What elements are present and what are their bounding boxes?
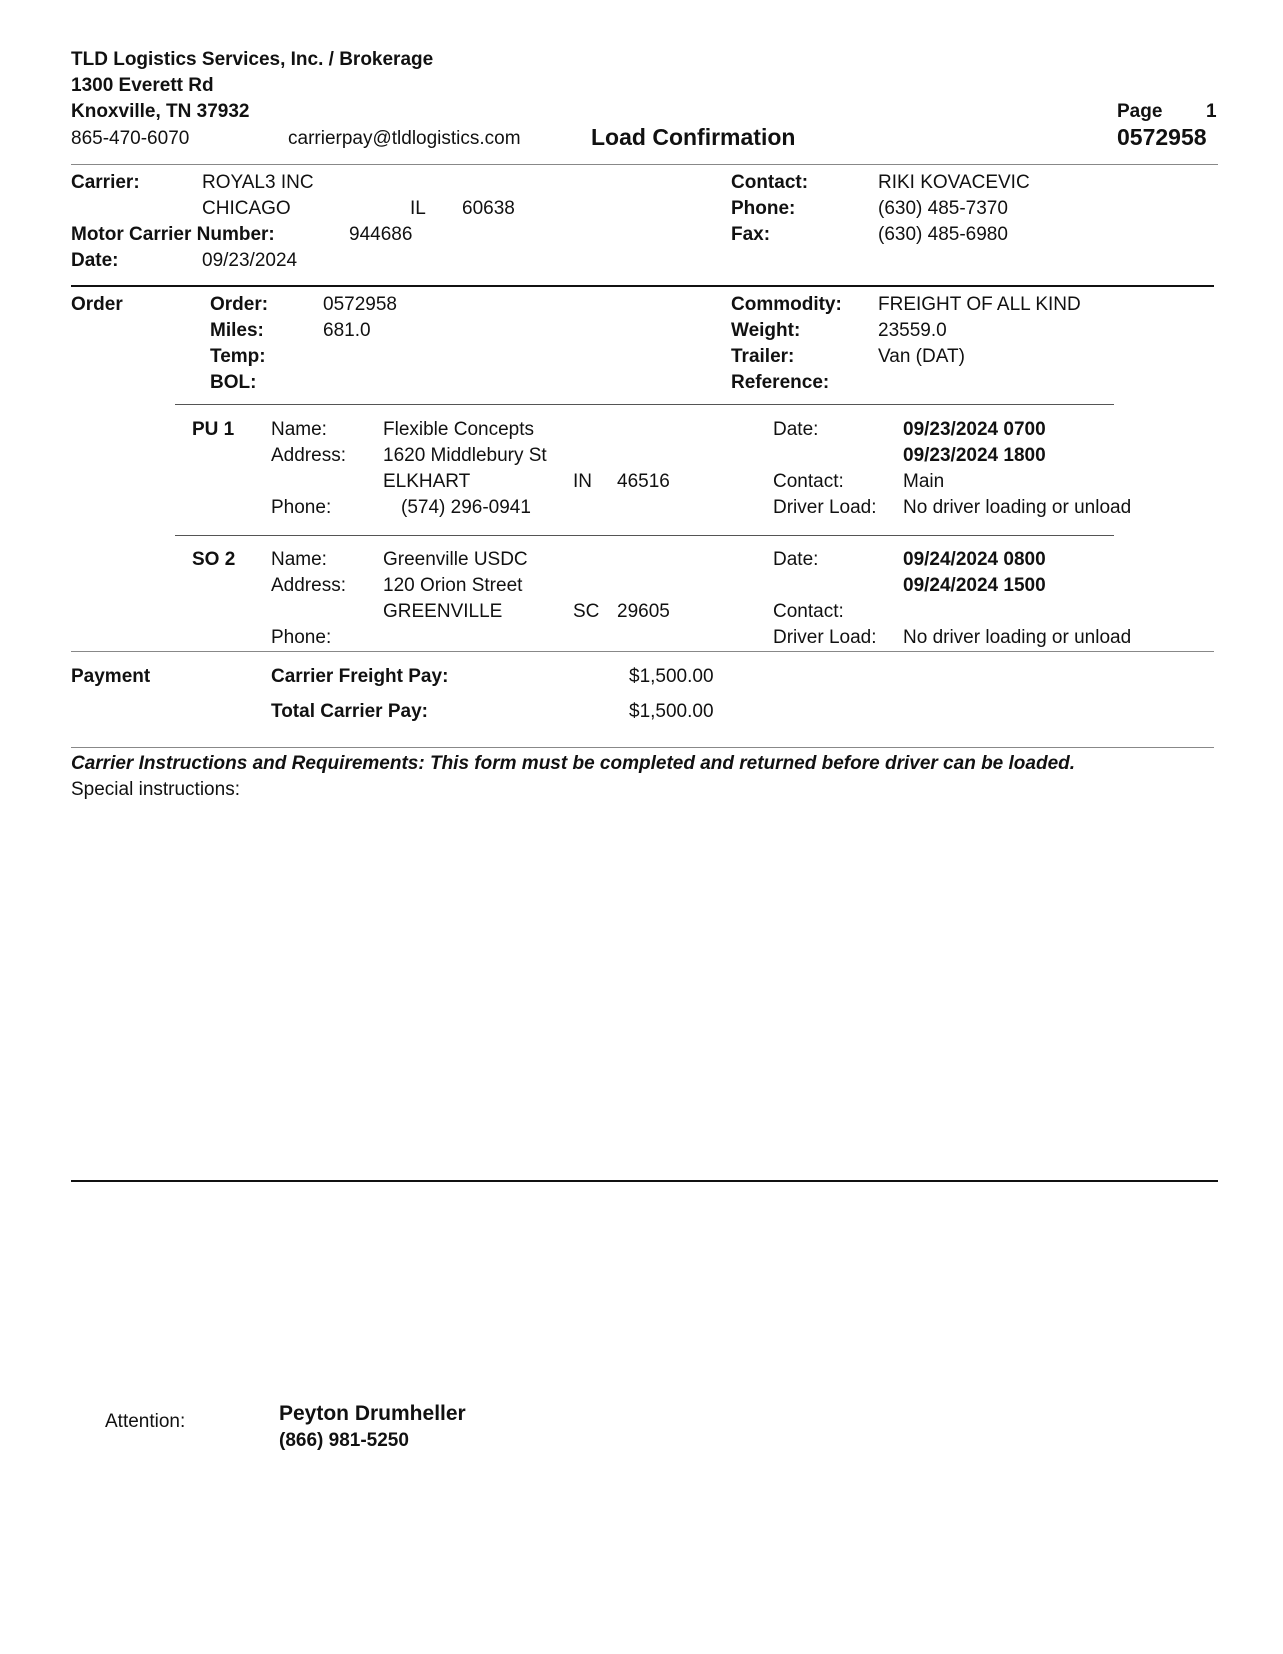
stop-driver-load: No driver loading or unload <box>903 627 1132 648</box>
stop-name: Greenville USDC <box>383 549 528 570</box>
trailer-value: Van (DAT) <box>878 346 965 367</box>
weight-label: Weight: <box>731 320 801 341</box>
stop-address-label: Address: <box>271 575 346 596</box>
carrier-instructions-heading: Carrier Instructions and Requirements: This form must be completed and returned before driver can be loaded. <box>71 753 1076 774</box>
date-label: Date: <box>71 250 119 271</box>
signature-line <box>71 1180 1218 1182</box>
reference-label: Reference: <box>731 372 830 393</box>
order-label: Order: <box>210 294 269 315</box>
attention-name: Peyton Drumheller <box>279 1402 466 1425</box>
divider <box>71 747 1214 748</box>
freight-pay-amount: $1,500.00 <box>629 666 714 687</box>
payment-section-label: Payment <box>71 666 151 687</box>
company-address-line1: 1300 Everett Rd <box>71 75 214 96</box>
stop-zip: 29605 <box>617 601 670 622</box>
carrier-label: Carrier: <box>71 172 140 193</box>
carrier-zip: 60638 <box>462 198 515 219</box>
stop-date-end: 09/23/2024 1800 <box>903 445 1046 466</box>
carrier-city: CHICAGO <box>202 198 291 219</box>
special-instructions-label: Special instructions: <box>71 779 240 800</box>
order-number: 0572958 <box>323 294 397 315</box>
stop-state: SC <box>573 601 600 622</box>
stop-name: Flexible Concepts <box>383 419 535 440</box>
confirmation-date: 09/23/2024 <box>202 250 298 271</box>
page-number: 1 <box>1206 101 1217 122</box>
contact-label: Contact: <box>731 172 809 193</box>
temp-label: Temp: <box>210 346 266 367</box>
attention-phone: (866) 981-5250 <box>279 1430 409 1451</box>
header-order-number: 0572958 <box>1117 124 1207 150</box>
miles-label: Miles: <box>210 320 264 341</box>
stop-code: PU 1 <box>192 419 235 440</box>
divider <box>71 651 1214 652</box>
stop-date-start: 09/24/2024 0800 <box>903 549 1046 570</box>
document-title: Load Confirmation <box>591 124 796 150</box>
company-phone: 865-470-6070 <box>71 128 190 149</box>
company-email: carrierpay@tldlogistics.com <box>288 128 521 149</box>
carrier-fax: (630) 485-6980 <box>878 224 1008 245</box>
company-address-line2: Knoxville, TN 37932 <box>71 101 250 122</box>
page-label: Page <box>1117 101 1163 122</box>
divider <box>71 164 1218 165</box>
stop-name-label: Name: <box>271 549 327 570</box>
stop-city: GREENVILLE <box>383 601 503 622</box>
stop-city: ELKHART <box>383 471 471 492</box>
stop-date-start: 09/23/2024 0700 <box>903 419 1046 440</box>
divider <box>175 535 1114 536</box>
miles-value: 681.0 <box>323 320 371 341</box>
carrier-name: ROYAL3 INC <box>202 172 314 193</box>
commodity-label: Commodity: <box>731 294 842 315</box>
stop-street: 120 Orion Street <box>383 575 523 596</box>
stop-code: SO 2 <box>192 549 236 570</box>
stop-phone-label: Phone: <box>271 627 332 648</box>
stop-date-end: 09/24/2024 1500 <box>903 575 1046 596</box>
stop-contact: Main <box>903 471 945 492</box>
stop-contact-label: Contact: <box>773 601 844 622</box>
stop-zip: 46516 <box>617 471 670 492</box>
carrier-phone: (630) 485-7370 <box>878 198 1008 219</box>
phone-label: Phone: <box>731 198 796 219</box>
stop-address-label: Address: <box>271 445 346 466</box>
stop-name-label: Name: <box>271 419 327 440</box>
stop-driver-load-label: Driver Load: <box>773 627 877 648</box>
bol-label: BOL: <box>210 372 257 393</box>
stop-date-label: Date: <box>773 549 819 570</box>
attention-label: Attention: <box>105 1411 186 1432</box>
stop-phone-label: Phone: <box>271 497 332 518</box>
trailer-label: Trailer: <box>731 346 795 367</box>
company-name: TLD Logistics Services, Inc. / Brokerage <box>71 49 434 70</box>
order-section-label: Order <box>71 294 123 315</box>
commodity-value: FREIGHT OF ALL KIND <box>878 294 1081 315</box>
total-pay-label: Total Carrier Pay: <box>271 701 428 722</box>
stop-state: IN <box>573 471 592 492</box>
carrier-contact: RIKI KOVACEVIC <box>878 172 1030 193</box>
stop-contact-label: Contact: <box>773 471 844 492</box>
stop-street: 1620 Middlebury St <box>383 445 547 466</box>
freight-pay-label: Carrier Freight Pay: <box>271 666 449 687</box>
mc-label: Motor Carrier Number: <box>71 224 275 245</box>
weight-value: 23559.0 <box>878 320 947 341</box>
fax-label: Fax: <box>731 224 771 245</box>
divider <box>175 404 1114 405</box>
stop-date-label: Date: <box>773 419 819 440</box>
mc-number: 944686 <box>349 224 413 245</box>
total-pay-amount: $1,500.00 <box>629 701 714 722</box>
carrier-state: IL <box>410 198 426 219</box>
stop-driver-load-label: Driver Load: <box>773 497 877 518</box>
stop-driver-load: No driver loading or unload <box>903 497 1132 518</box>
divider <box>71 285 1214 287</box>
stop-phone: (574) 296-0941 <box>401 497 531 518</box>
